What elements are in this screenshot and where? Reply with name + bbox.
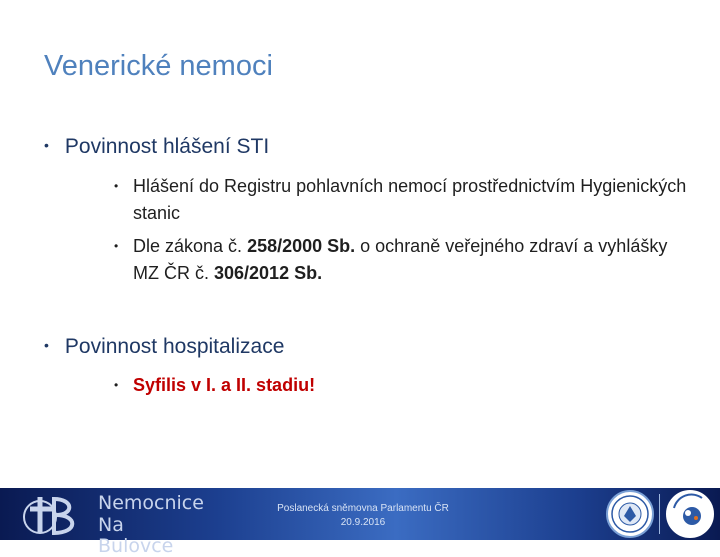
sub-bullet-text: Syfilis v I. a II. stadiu! <box>133 375 316 395</box>
bullet-dot: • <box>114 378 119 392</box>
sub-bullet-syphilis <box>114 372 694 399</box>
footer-caption <box>258 502 468 530</box>
logo-line1: Nemocnice <box>98 492 204 514</box>
bullet-dot: • <box>44 137 49 153</box>
bullet-dot: • <box>114 179 119 193</box>
law-number: 258/2000 Sb. <box>247 236 356 256</box>
hospital-logo <box>18 491 204 557</box>
footer-date: 20.9.2016 <box>340 517 386 528</box>
sub-bullet-registry <box>114 173 694 227</box>
bullet-dot: • <box>114 239 119 253</box>
bullet-hospitalization <box>44 335 284 359</box>
bullet-label: Povinnost hospitalizace <box>64 335 285 358</box>
hospital-emblem-icon <box>18 491 88 537</box>
sub-bullet-law <box>114 233 694 287</box>
slide-title: Venerické nemoci <box>44 50 273 82</box>
sub-bullet-text: Dle zákona č. 258/2000 Sb. o ochraně veřejného zdraví a vyhlášky MZ ČR č. 306/2012 Sb. <box>133 236 668 283</box>
logo-line2: Na Bulovce <box>98 514 174 557</box>
parliament-seal-icon <box>606 490 654 538</box>
logo-divider <box>659 494 660 534</box>
footer-event: Poslanecká sněmovna Parlamentu ČR <box>277 503 449 514</box>
sub-bullet-text: Hlášení do Registru pohlavních nemocí prostřednictvím Hygienických stanic <box>133 176 687 223</box>
footer-bar <box>0 488 720 557</box>
bullet-dot: • <box>44 337 49 353</box>
decree-number: 306/2012 Sb. <box>214 263 323 283</box>
academy-logo-icon <box>666 490 714 538</box>
bullet-label: Povinnost hlášení STI <box>64 135 270 158</box>
bullet-reporting <box>44 135 269 159</box>
